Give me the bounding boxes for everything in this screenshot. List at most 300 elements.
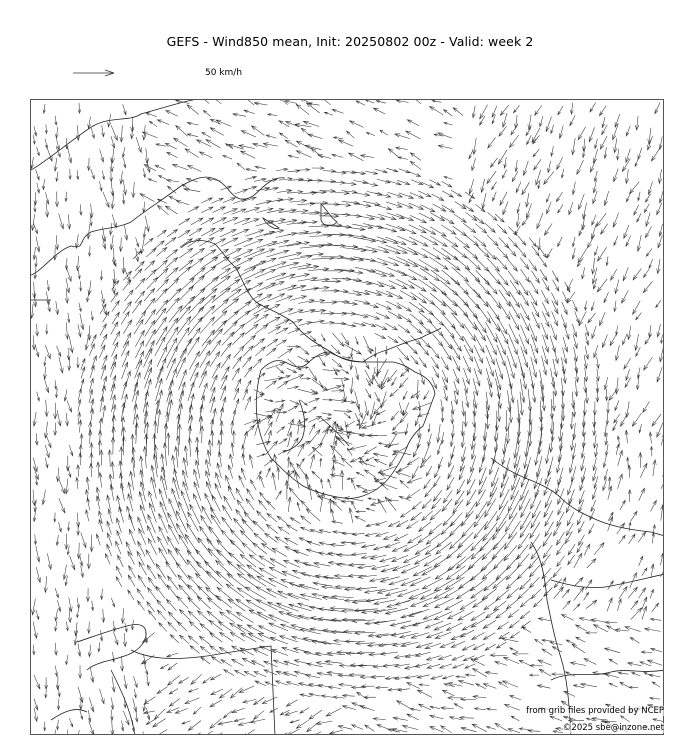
wind-arrow <box>469 179 474 194</box>
wind-arrow <box>345 421 350 439</box>
wind-arrow <box>396 214 413 221</box>
wind-arrow <box>97 534 101 545</box>
wind-arrow <box>223 155 232 159</box>
wind-arrow <box>297 202 314 206</box>
wind-arrow <box>469 150 473 159</box>
wind-arrow <box>552 673 564 676</box>
wind-arrow <box>529 291 537 306</box>
wind-arrow <box>494 433 498 453</box>
wind-arrow <box>287 386 298 389</box>
wind-arrow <box>349 508 353 523</box>
wind-arrow <box>365 725 375 731</box>
wind-arrow <box>659 137 662 150</box>
wind-arrow <box>630 573 637 588</box>
wind-arrow <box>620 715 630 721</box>
wind-arrow <box>265 682 277 686</box>
wind-arrow <box>386 301 401 308</box>
wind-arrow <box>36 546 40 562</box>
wind-arrow <box>510 696 521 700</box>
wind-arrow <box>116 541 121 554</box>
wind-arrow <box>362 424 376 428</box>
wind-arrow <box>410 161 421 170</box>
wind-arrow <box>444 176 453 179</box>
wind-arrow <box>54 403 58 419</box>
wind-arrow <box>630 637 639 643</box>
wind-arrow <box>622 290 629 303</box>
wind-arrow <box>411 355 419 364</box>
wind-arrow <box>47 280 50 291</box>
wind-arrow <box>322 413 332 416</box>
wind-arrow <box>45 677 48 689</box>
wind-arrow <box>485 322 497 342</box>
wind-arrow <box>552 271 558 282</box>
wind-arrow <box>484 248 496 260</box>
wind-arrow <box>472 106 475 118</box>
wind-arrow <box>107 533 112 546</box>
wind-arrow <box>423 445 430 463</box>
wind-arrow <box>530 664 543 667</box>
wind-arrow <box>392 728 408 732</box>
wind-arrow <box>161 454 165 477</box>
wind-arrow <box>361 685 374 688</box>
wind-arrow <box>294 550 309 556</box>
wind-arrow <box>301 377 311 379</box>
wind-arrow <box>583 400 587 415</box>
wind-arrow <box>254 394 264 400</box>
wind-arrow <box>399 377 408 388</box>
wind-arrow <box>252 126 265 136</box>
wind-arrow <box>374 378 380 388</box>
wind-arrow <box>504 657 520 663</box>
wind-arrow <box>176 511 187 532</box>
wind-arrow <box>88 645 91 657</box>
wind-arrow <box>244 269 265 279</box>
wind-arrow <box>312 593 333 598</box>
wind-arrow <box>621 414 628 427</box>
wind-arrow <box>254 390 265 395</box>
wind-arrow <box>407 478 422 483</box>
wind-arrow <box>66 622 68 631</box>
wind-arrow <box>542 302 549 317</box>
wind-arrow <box>264 399 273 401</box>
wind-arrow <box>408 269 428 280</box>
wind-arrow <box>488 487 498 506</box>
wind-arrow <box>143 699 146 711</box>
wind-arrow <box>388 499 399 502</box>
wind-arrow <box>492 182 497 190</box>
wind-arrow <box>211 674 222 680</box>
wind-arrow <box>531 334 538 353</box>
wind-arrow <box>168 663 177 670</box>
wind-arrow <box>593 458 597 471</box>
wind-arrow <box>245 380 251 390</box>
wind-arrow <box>112 652 114 662</box>
wind-arrow <box>376 303 391 309</box>
wind-arrow <box>102 125 105 137</box>
wind-arrow <box>227 610 243 621</box>
wind-arrow <box>655 102 660 114</box>
wind-arrow <box>461 698 476 702</box>
wind-arrow <box>650 447 652 457</box>
wind-arrow <box>245 304 261 314</box>
wind-arrow <box>651 500 657 511</box>
wind-arrow <box>375 333 386 338</box>
wind-arrow <box>467 490 477 506</box>
wind-arrow <box>135 711 138 722</box>
wind-arrow <box>173 478 180 500</box>
wind-arrow <box>146 270 157 281</box>
wind-arrow <box>452 655 464 660</box>
wind-arrow <box>66 267 71 281</box>
wind-arrow <box>228 486 235 500</box>
wind-arrow <box>493 576 507 588</box>
wind-arrow <box>194 469 200 488</box>
wind-arrow <box>561 314 566 328</box>
wind-arrow <box>532 128 540 143</box>
wind-arrow <box>110 223 113 235</box>
wind-arrow <box>234 346 244 358</box>
wind-arrow <box>123 280 131 290</box>
wind-arrow <box>462 522 476 538</box>
wind-arrow <box>512 468 520 490</box>
wind-arrow <box>57 346 61 356</box>
wind-arrow <box>78 324 81 337</box>
wind-arrow <box>330 730 343 734</box>
wind-arrow <box>328 561 344 565</box>
wind-arrow <box>144 348 153 367</box>
wind-arrow <box>504 532 517 549</box>
wind-arrow <box>339 683 353 686</box>
wind-arrow <box>462 401 466 416</box>
wind-arrow <box>44 357 46 366</box>
wind-arrow <box>175 709 187 714</box>
wind-arrow <box>376 290 393 296</box>
wind-arrow <box>256 587 276 598</box>
wind-arrow <box>310 336 316 342</box>
wind-arrow <box>142 732 146 736</box>
wind-arrow <box>401 578 421 586</box>
wind-arrow <box>604 147 607 158</box>
wind-arrow <box>167 433 171 455</box>
wind-arrow <box>458 611 474 620</box>
wind-arrow <box>626 236 631 247</box>
wind-arrow <box>290 720 300 723</box>
wind-arrow <box>45 688 47 698</box>
wind-arrow <box>487 726 496 729</box>
wind-arrow <box>123 333 131 348</box>
wind-arrow <box>496 642 506 648</box>
wind-arrow <box>528 389 532 412</box>
wind-arrow <box>572 182 575 195</box>
wind-arrow <box>506 599 518 609</box>
wind-arrow <box>188 307 204 325</box>
wind-arrow <box>300 400 307 405</box>
wind-arrow <box>522 627 531 633</box>
wind-arrow <box>241 131 256 137</box>
wind-arrow <box>319 381 323 388</box>
wind-arrow <box>124 158 126 168</box>
wind-arrow <box>388 688 400 691</box>
wind-arrow <box>242 454 245 466</box>
wind-arrow <box>632 413 641 426</box>
wind-arrow <box>80 313 84 329</box>
wind-arrow <box>466 256 481 269</box>
wind-arrow <box>442 370 448 383</box>
wind-arrow <box>371 675 385 679</box>
wind-arrow <box>290 296 307 301</box>
wind-arrow <box>129 529 135 544</box>
wind-arrow <box>657 423 663 438</box>
wind-arrow <box>276 328 288 334</box>
wind-arrow <box>380 130 388 135</box>
wind-arrow <box>56 720 59 730</box>
wind-arrow <box>46 324 48 334</box>
wind-arrow <box>521 366 527 389</box>
wind-arrow <box>558 204 563 213</box>
wind-arrow <box>319 100 330 105</box>
wind-arrow <box>138 575 146 587</box>
wind-arrow <box>366 508 375 511</box>
wind-arrow <box>290 199 307 203</box>
wind-arrow <box>91 169 95 179</box>
wind-arrow <box>332 389 344 392</box>
wind-arrow <box>539 401 543 423</box>
wind-arrow <box>166 110 178 116</box>
wind-arrow <box>451 401 454 414</box>
wind-arrow <box>267 430 271 445</box>
wind-arrow <box>471 433 475 449</box>
wind-arrow <box>363 336 371 354</box>
wind-arrow <box>464 368 470 384</box>
wind-arrow <box>205 561 221 578</box>
wind-arrow <box>296 151 311 158</box>
wind-arrow <box>386 542 400 548</box>
wind-arrow <box>550 399 554 419</box>
wind-arrow <box>381 392 387 409</box>
wind-arrow <box>442 499 452 512</box>
wind-arrow <box>427 664 440 668</box>
wind-arrow <box>190 363 199 381</box>
wind-arrow <box>269 567 287 576</box>
wind-arrow <box>266 468 270 477</box>
wind-arrow <box>531 511 541 528</box>
wind-arrow <box>432 498 442 509</box>
wind-arrow <box>246 168 257 171</box>
wind-arrow <box>385 444 399 448</box>
wind-arrow <box>509 135 518 148</box>
wind-arrow <box>586 580 592 590</box>
wind-arrow <box>112 405 116 422</box>
wind-arrow <box>570 662 586 666</box>
wind-arrow <box>623 334 628 345</box>
wind-arrow <box>431 194 443 201</box>
wind-arrow <box>553 280 559 291</box>
source-credit: from grib files provided by NCEP <box>526 706 664 716</box>
wind-arrow <box>607 402 610 414</box>
wind-arrow <box>68 358 71 371</box>
wind-arrow <box>300 309 315 313</box>
wind-arrow <box>605 648 620 653</box>
wind-arrow <box>432 100 441 102</box>
wind-arrow <box>166 338 177 358</box>
wind-arrow <box>132 300 141 313</box>
wind-arrow <box>147 602 155 612</box>
wind-arrow <box>255 269 276 278</box>
wind-arrow <box>159 176 168 180</box>
wind-arrow <box>370 402 375 420</box>
wind-arrow <box>649 674 660 677</box>
wind-arrow <box>508 729 520 733</box>
wind-arrow <box>121 417 125 436</box>
wind-arrow <box>100 149 104 162</box>
wind-arrow <box>244 335 256 346</box>
wind-arrow <box>80 555 83 566</box>
wind-arrow <box>47 148 52 161</box>
wind-arrow <box>201 207 213 213</box>
wind-arrow <box>485 644 496 650</box>
wind-arrow <box>328 479 331 488</box>
wind-arrow <box>155 709 166 719</box>
wind-arrow <box>322 426 330 433</box>
wind-arrow <box>502 444 507 465</box>
wind-arrow <box>232 431 235 444</box>
wind-arrow <box>568 544 575 555</box>
wind-arrow <box>644 269 650 277</box>
wind-arrow <box>65 479 68 494</box>
wind-arrow <box>503 113 508 127</box>
wind-arrow <box>451 446 455 459</box>
wind-arrow <box>374 400 387 415</box>
wind-arrow <box>288 285 306 290</box>
wind-arrow <box>78 687 83 703</box>
wind-arrow <box>276 168 288 171</box>
wind-arrow <box>472 633 485 640</box>
wind-arrow <box>270 637 288 644</box>
wind-arrow <box>389 281 407 289</box>
wind-arrow <box>123 711 129 725</box>
wind-arrow <box>33 247 36 260</box>
wind-arrow <box>520 611 530 619</box>
wind-arrow <box>272 473 276 490</box>
wind-arrow <box>55 609 58 621</box>
wind-arrow <box>232 368 240 380</box>
wind-arrow <box>443 675 454 679</box>
wind-arrow <box>371 501 385 506</box>
wind-arrow <box>210 375 217 390</box>
wind-arrow <box>516 213 519 227</box>
wind-arrow <box>519 728 529 731</box>
wind-arrow <box>574 587 584 600</box>
wind-arrow <box>639 424 642 433</box>
wind-arrow <box>132 182 136 198</box>
wind-arrow <box>366 524 377 527</box>
wind-arrow <box>505 704 520 710</box>
wind-arrow <box>110 235 113 249</box>
wind-arrow <box>177 267 191 279</box>
wind-arrow <box>456 565 474 579</box>
wind-arrow <box>121 721 124 732</box>
wind-arrow <box>546 194 550 203</box>
wind-arrow <box>388 149 399 158</box>
wind-arrow <box>166 258 178 268</box>
wind-arrow <box>626 193 630 202</box>
wind-arrow <box>265 441 277 455</box>
wind-arrow <box>400 633 419 638</box>
wind-arrow <box>575 311 579 323</box>
wind-arrow <box>319 214 339 218</box>
wind-arrow <box>474 708 485 711</box>
wind-arrow <box>367 271 387 277</box>
wind-arrow <box>312 257 334 261</box>
wind-arrow <box>577 513 583 525</box>
wind-arrow <box>604 292 609 303</box>
wind-arrow <box>330 607 353 611</box>
wind-arrow <box>59 498 65 513</box>
wind-arrow <box>426 534 440 545</box>
wind-arrow <box>520 258 529 270</box>
wind-arrow <box>220 612 235 623</box>
wind-arrow <box>57 410 61 426</box>
wind-arrow <box>156 300 168 315</box>
wind-arrow <box>176 328 189 348</box>
wind-arrow <box>430 180 441 185</box>
wind-vector-field <box>31 100 664 735</box>
wind-arrow <box>166 599 176 611</box>
wind-arrow <box>294 560 310 566</box>
wind-arrow <box>231 443 234 456</box>
wind-arrow <box>178 424 182 445</box>
wind-arrow <box>352 501 356 510</box>
wind-arrow <box>79 665 82 678</box>
wind-arrow <box>242 519 253 531</box>
wind-arrow <box>177 622 187 632</box>
wind-arrow <box>474 334 484 352</box>
wind-arrow <box>289 583 309 590</box>
wind-arrow <box>176 563 188 579</box>
wind-arrow <box>157 687 168 694</box>
wind-arrow <box>190 268 206 280</box>
wind-arrow <box>454 214 467 223</box>
wind-arrow <box>631 608 642 620</box>
wind-arrow <box>410 324 422 334</box>
wind-arrow <box>551 146 554 156</box>
wind-arrow <box>495 214 504 222</box>
wind-arrow <box>187 105 199 115</box>
wind-arrow <box>445 600 463 610</box>
wind-arrow <box>91 601 93 611</box>
wind-arrow <box>68 521 70 530</box>
wind-arrow <box>275 537 288 545</box>
wind-arrow <box>570 103 573 114</box>
wind-arrow <box>339 664 355 668</box>
wind-arrow <box>628 490 631 502</box>
wind-arrow <box>188 636 198 645</box>
wind-arrow <box>135 341 143 358</box>
wind-arrow <box>67 546 69 555</box>
wind-arrow <box>634 205 639 215</box>
wind-arrow <box>643 401 650 412</box>
wind-arrow <box>235 399 239 411</box>
wind-arrow <box>441 707 454 710</box>
wind-arrow <box>241 468 245 480</box>
wind-arrow <box>465 674 475 676</box>
wind-arrow <box>563 601 571 610</box>
wind-arrow <box>211 689 223 695</box>
wind-arrow <box>386 291 403 299</box>
wind-arrow <box>255 347 265 356</box>
wind-arrow <box>350 378 354 394</box>
wind-arrow <box>422 499 432 509</box>
